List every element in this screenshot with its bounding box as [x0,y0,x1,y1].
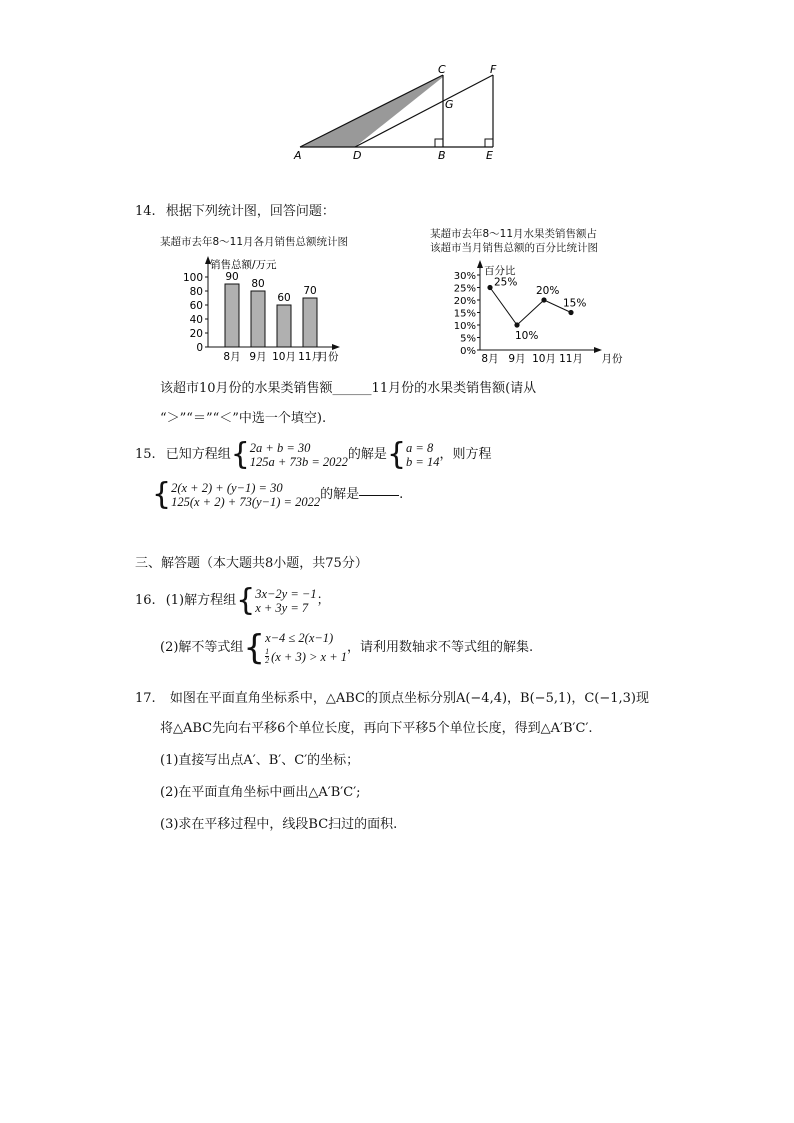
y-tick-label: 30% [453,271,476,282]
line-AC [300,75,443,147]
q15-suffix: ，则方程 [439,447,492,462]
y-tick-label: 20 [189,328,203,340]
p1-line2: x + 3y = 7 [255,601,309,615]
y-tick-label: 5% [460,333,476,345]
right-angle-E [485,139,493,147]
question-text: 根据下列统计图，回答问题： [165,204,335,219]
bar-chart [170,252,370,367]
label-A: A [294,149,302,162]
q14-line1: 该超市10月份的水果类销售额______11月份的水果类销售额(请从 [160,381,537,396]
q15-tail: 的解是 [320,487,360,502]
equation-system-2 [171,481,320,509]
question-17 [135,690,649,708]
bar-value-label: 60 [277,292,291,304]
q17-sub3: (3)求在平移过程中，线段BC扫过的面积. [160,817,398,832]
x-axis-arrow [332,344,340,350]
q16-part1-end: ； [316,593,330,608]
y-tick-label: 40 [189,314,203,326]
y-tick-label: 0% [460,346,476,357]
sys1-line2: 125a + 73b = 2022 [249,455,348,469]
p1-line1: 3x−2y = −1 [255,587,317,601]
data-point [487,285,492,290]
y-axis-label: 百分比 [484,265,516,277]
y-tick-label: 60 [189,300,203,312]
brace-icon: { [236,583,256,618]
data-label: 10% [515,330,539,342]
line-chart-title-2: 该超市当月销售总额的百分比统计图 [430,242,598,254]
equation-system-1 [250,441,348,469]
question-number: 17. [135,691,156,706]
p2-line2: (x + 3) > x + 1 [271,649,348,664]
x-tick-label: 10月 [272,351,296,363]
bar-chart-title: 某超市去年8～11月各月销售总额统计图 [160,236,349,248]
y-tick-label: 0 [196,342,203,354]
data-label: 20% [536,285,560,297]
label-D: D [353,149,362,162]
x-axis-label: 月份 [601,353,623,365]
label-B: B [438,149,446,162]
brace-icon: { [230,437,250,472]
solution-system [406,441,439,469]
y-tick-label: 25% [453,283,476,295]
bar [225,284,239,347]
data-point [514,322,519,327]
q16-part2-prefix: (2)解不等式组 [160,640,244,655]
bar [277,305,291,347]
data-label: 15% [563,297,587,310]
q15-mid: 的解是 [347,447,387,462]
x-tick-label: 8月 [481,353,499,365]
brace-icon: { [152,477,172,512]
label-C: C [438,63,446,76]
fraction [265,648,269,665]
brace-icon: { [243,628,266,668]
p2-line2-row [265,648,347,665]
x-tick-label: 9月 [508,353,526,365]
data-point [568,310,573,315]
bar [303,298,317,347]
question-15 [135,438,491,472]
sys1-line1: 2a + b = 30 [249,441,311,455]
line-chart-title-1: 某超市去年8～11月水果类销售额占 [430,228,598,240]
q17-line1: 如图在平面直角坐标系中，△ABC的顶点坐标分别A(−4,4)，B(−5,1)，C(−1,3)现 [169,691,649,706]
question-number: 16. [135,593,156,608]
q17-sub2: (2)在平面直角坐标中画出△A′B′C′; [160,785,361,800]
data-point [541,297,546,302]
x-tick-label: 8月 [223,351,241,363]
x-tick-label: 11月 [559,353,583,365]
question-number: 15. [135,447,156,462]
label-G: G [445,98,454,111]
y-tick-label: 15% [453,308,476,320]
equation-system-3 [255,587,316,615]
q15-end: . [399,487,404,502]
data-label: 25% [494,276,518,289]
label-E: E [486,149,493,162]
y-tick-label: 80 [189,286,203,298]
answer-blank [359,495,399,496]
bar-value-label: 70 [303,285,317,297]
x-tick-label: 10月 [532,353,556,365]
label-F: F [490,63,497,76]
y-tick-label: 10% [453,321,476,332]
sol-line2: b = 14 [406,455,440,469]
y-tick-label: 20% [453,296,476,307]
sol-line1: a = 8 [406,441,434,455]
p2-line1: x−4 ≤ 2(x−1) [265,631,334,645]
x-axis-label: 月份 [317,351,339,363]
q15-second-line [152,477,404,512]
x-tick-label: 9月 [249,351,267,363]
y-axis-label: 销售总额/万元 [210,259,277,271]
sys2-line1: 2(x + 2) + (y−1) = 30 [171,481,283,495]
question-number: 14. [135,204,156,219]
inequality-system [265,631,347,665]
q17-sub1: (1)直接写出点A′、B′、C′的坐标； [160,753,360,768]
sys2-line2: 125(x + 2) + 73(y−1) = 2022 [171,495,321,509]
right-angle-B [435,139,443,147]
section-heading: 三、解答题（本大题共8小题，共75分） [135,556,368,571]
q17-line2: 将△ABC先向右平移6个单位长度，再向下平移5个单位长度，得到△A′B′C′. [160,721,593,736]
q14-line2: “＞”“＝”“＜”中选一个填空). [160,411,327,426]
q16-part1-prefix: (1)解方程组 [165,593,237,608]
q16-part2 [160,628,533,668]
line-chart [445,258,625,370]
q15-prefix: 已知方程组 [165,447,231,462]
bar-value-label: 90 [225,271,239,283]
brace-icon: { [386,437,407,472]
fraction-num: 1 [265,647,270,656]
y-tick-label: 100 [182,272,203,284]
question-16 [135,584,330,618]
question-14 [135,203,335,221]
y-axis-arrow [477,260,483,268]
q16-part2-suffix: ，请利用数轴求不等式组的解集. [347,640,534,655]
x-tick-label: 11月 [298,351,322,363]
fraction-den: 2 [265,656,270,665]
bar-value-label: 80 [251,278,265,290]
triangle-figure [290,60,510,165]
bar [251,291,265,347]
